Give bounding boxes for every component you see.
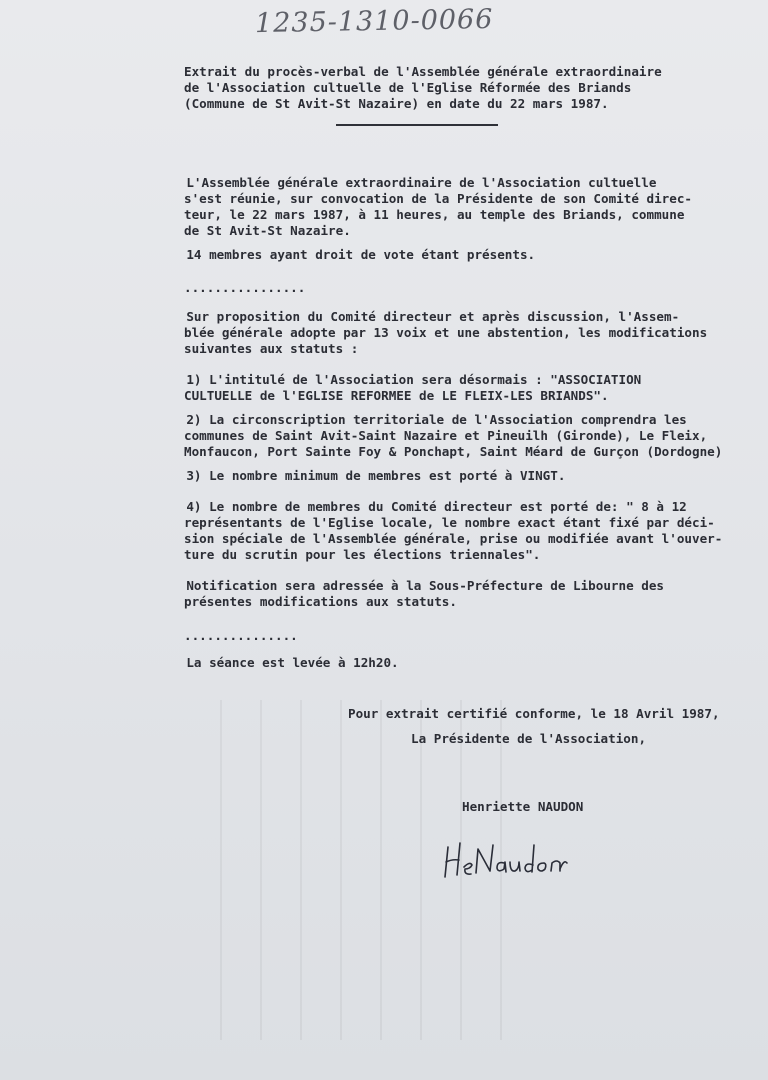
item-4-line-2: représentants de l'Eglise locale, le nombre exact étant fixé par déci- <box>184 515 715 530</box>
item-2-line-2: communes de Saint Avit-Saint Nazaire et Pineuilh (Gironde), Le Fleix, <box>184 428 708 443</box>
signature-drawing <box>440 825 620 885</box>
proposition-line-2: blée générale adopte par 13 voix et une abstention, les modifications <box>184 325 708 340</box>
item-4-line-3: sion spéciale de l'Assemblée générale, prise ou modifiée avant l'ouver- <box>184 531 723 546</box>
item-4-line-4: ture du scrutin pour les élections triennales". <box>184 547 541 562</box>
title-underline <box>336 124 498 126</box>
dotted-separator-2: ............... <box>184 628 298 643</box>
item-2-line-1: 2) La circonscription territoriale de l'Association comprendra les <box>156 412 687 427</box>
handwritten-reference-number: 1235-1310-0066 <box>254 3 494 40</box>
title-line-1: Extrait du procès-verbal de l'Assemblée générale extraordinaire <box>184 64 662 79</box>
item-3-line: 3) Le nombre minimum de membres est porté à VINGT. <box>156 468 566 483</box>
item-1-line-1: 1) L'intitulé de l'Association sera désormais : "ASSOCIATION <box>156 372 642 387</box>
item-1-line-2: CULTUELLE de l'EGLISE REFORMEE de LE FLEIX-LES BRIANDS". <box>184 388 609 403</box>
handwritten-signature <box>440 825 620 885</box>
notification-line-1: Notification sera adressée à la Sous-Préfecture de Libourne des <box>156 578 664 593</box>
certification-line-1: Pour extrait certifié conforme, le 18 Avril 1987, <box>348 706 720 721</box>
signatory-name: Henriette NAUDON <box>462 799 584 814</box>
intro-line-4: de St Avit-St Nazaire. <box>184 223 351 238</box>
item-2-line-3: Monfaucon, Port Sainte Foy & Ponchapt, Saint Méard de Gurçon (Dordogne) <box>184 444 723 459</box>
certification-line-2: La Présidente de l'Association, <box>411 731 647 746</box>
dotted-separator-1: ................ <box>184 280 306 295</box>
intro-line-1: L'Assemblée générale extraordinaire de l'Association cultuelle <box>156 175 657 190</box>
proposition-line-1: Sur proposition du Comité directeur et après discussion, l'Assem- <box>156 309 680 324</box>
title-line-3: (Commune de St Avit-St Nazaire) en date du 22 mars 1987. <box>184 96 609 111</box>
item-4-line-1: 4) Le nombre de membres du Comité directeur est porté de: " 8 à 12 <box>156 499 687 514</box>
proposition-line-3: suivantes aux statuts : <box>184 341 359 356</box>
title-line-2: de l'Association cultuelle de l'Eglise Réformée des Briands <box>184 80 632 95</box>
closing-line: La séance est levée à 12h20. <box>156 655 399 670</box>
members-present-line: 14 membres ayant droit de vote étant présents. <box>156 247 536 262</box>
intro-line-2: s'est réunie, sur convocation de la Présidente de son Comité direc- <box>184 191 692 206</box>
intro-line-3: teur, le 22 mars 1987, à 11 heures, au temple des Briands, commune <box>184 207 685 222</box>
notification-line-2: présentes modifications aux statuts. <box>184 594 457 609</box>
